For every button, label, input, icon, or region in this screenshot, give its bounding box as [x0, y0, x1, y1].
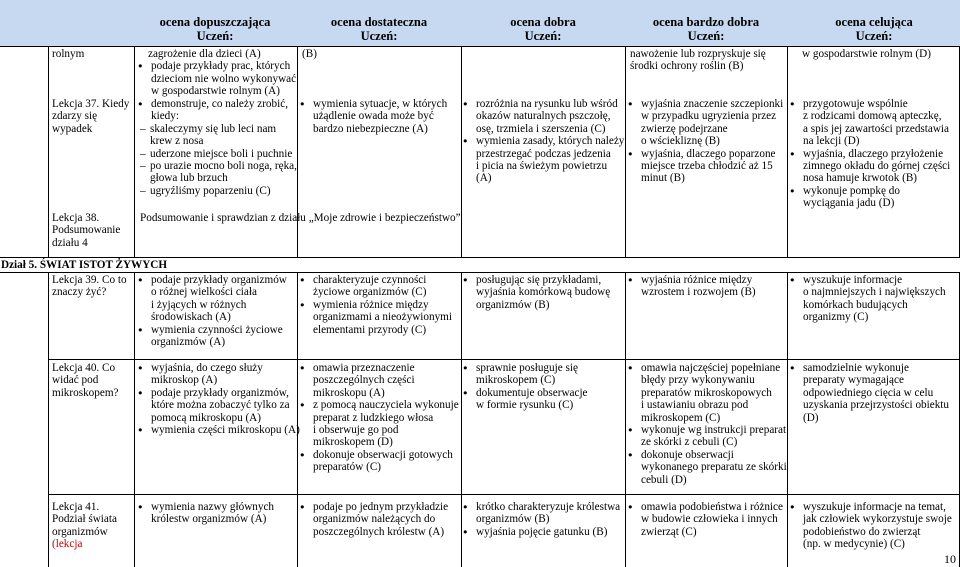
table-header	[0, 0, 960, 46]
lesson-39-label: Lekcja 39. Co to znaczy żyć?	[52, 274, 127, 299]
lesson-41-col-3: ● krótko charakteryzuje królestwa organizmów (B) ● wyjaśnia pojęcie gatunku (B)	[463, 501, 620, 538]
cell-text: w gospodarstwie rolnym (D)	[802, 48, 931, 60]
section-title: Dział 5. ŚWIAT ISTOT ŻYWYCH	[1, 259, 168, 271]
lesson-37-col-3: ● rozróżnia na rysunku lub wśród okazów naturalnych pszczołę, osę, trzmiela i szerszenia (C) ● wymienia zasady, których należy przestrzegać podczas jedzenia i picia na świeżym powietrzu (A)	[463, 98, 624, 185]
lesson-38-label: Lekcja 38. Podsumowanie działu 4	[52, 212, 121, 249]
divider	[48, 494, 960, 495]
header-col-4: ocena bardzo dobra Uczeń:	[652, 15, 760, 43]
lesson-37-col-1: ● demonstruje, co należy zrobić, kiedy: – skaleczymy się lub leci nam krew z nosa – uderzone miejsce boli i puchnie – po urazie mocno boli noga, ręka, głowa lub brzuch – ugryźliśmy poparzeniu (C)	[138, 98, 297, 197]
lesson-37-col-2: ● wymienia sytuacje, w których użądlenie owada może być bardzo niebezpieczne (A)	[300, 98, 447, 135]
divider	[625, 272, 626, 567]
divider	[461, 272, 462, 567]
divider	[134, 46, 135, 257]
lesson-41-col-5: ● wyszukuje informacje na temat, jak człowiek wykorzystuje swoje podobieństwo do zwierząt (np. w medycynie) (C)	[790, 501, 952, 551]
header-col-5: ocena celująca Uczeń:	[835, 15, 913, 43]
divider	[0, 257, 960, 258]
divider	[787, 46, 788, 257]
cell-text: (B)	[302, 48, 317, 60]
lesson-39-col-4: ● wyjaśnia różnice między wzrostem i rozwojem (B)	[628, 274, 756, 299]
divider	[461, 46, 462, 257]
lesson-39-col-3: ● posługując się przykładami, wyjaśnia komórkową budowę organizmów (B)	[463, 274, 610, 311]
lesson-37-col-5: ● przygotowuje wspólnie z rodzicami domową apteczkę, a spis jej zawartości przedstawia na lekcji (D) ● wyjaśnia, dlaczego przyłożenie zimnego okładu do górnej części nosa hamuje krwotok (B) ● wykonuje pompkę do wyciągania jadu (D)	[790, 98, 950, 210]
lesson-39-col-5: ● wyszukuje informacje o najmniejszych i największych komórkach budujących organizmy (C)	[790, 274, 946, 324]
lesson-39-col-2: ● charakteryzuje czynności życiowe organizmów (C) ● wymienia różnice między organizmami a nieożywionymi elementami przyrody (C)	[300, 274, 452, 336]
lesson-40-col-3: ● sprawnie posługuje się mikroskopem (C) ● dokumentuje obserwacje w formie rysunku (C)	[463, 362, 588, 412]
lesson-40-label: Lekcja 40. Co widać pod mikroskopem?	[52, 362, 119, 399]
divider	[297, 46, 298, 257]
lesson-37-col-4: ● wyjaśnia znaczenie szczepionki w przypadku ugryzienia przez zwierzę podejrzane o wściekliznę (B) ● wyjaśnia, dlaczego poparzone miejsce trzeba chłodzić aż 15 minut (B)	[628, 98, 783, 185]
divider	[0, 272, 960, 273]
header-col-2: ocena dostateczna Uczeń:	[330, 15, 428, 43]
lesson-40-col-1: ● wyjaśnia, do czego służy mikroskop (A) ● podaje przykłady organizmów, które można zobaczyć tylko za pomocą mikroskopu (A) ● wymienia części mikroskopu (A)	[138, 362, 300, 436]
lesson-41-label: Lekcja 41. Podział świata organizmów (lekcja	[52, 501, 117, 551]
row-label-continued: rolnym	[52, 48, 85, 60]
cell-text: zagrożenie dla dzieci (A) ● podaje przykłady prac, których dzieciom nie wolno wykonywać w gospodarstwie rolnym (A)	[138, 48, 296, 98]
divider	[0, 46, 960, 47]
divider	[48, 46, 49, 257]
lesson-41-col-4: ● omawia podobieństwa i różnice w budowie człowieka i innych zwierząt (C)	[628, 501, 783, 538]
divider	[134, 272, 135, 567]
divider	[48, 272, 49, 567]
lesson-38-summary: Podsumowanie i sprawdzian z działu „Moje zdrowie i bezpieczeństwo”	[140, 212, 461, 224]
lesson-37-label: Lekcja 37. Kiedy zdarzy się wypadek	[52, 98, 130, 135]
divider	[48, 359, 960, 360]
cell-text: nawożenie lub rozpryskuje się środki ochrony roślin (B)	[630, 48, 766, 73]
lesson-41-col-2: ● podaje po jednym przykładzie organizmów należących do poszczególnych królestw (A)	[300, 501, 448, 538]
divider	[625, 46, 626, 257]
lesson-40-col-2: ● omawia przeznaczenie poszczególnych części mikroskopu (A) ● z pomocą nauczyciela wykonuje preparat z ludzkiego włosa i obserwuje go pod mikroskopem (D) ● dokonuje obserwacji gotowych preparatów (C)	[300, 362, 459, 474]
lesson-41-col-1: ● wymienia nazwy głównych królestw organizmów (A)	[138, 501, 274, 526]
divider	[787, 272, 788, 567]
lesson-39-col-1: ● podaje przykłady organizmów o różnej wielkości ciała i żyjących w różnych środowiskach (A) ● wymienia czynności życiowe organizmów (A)	[138, 274, 287, 348]
lesson-40-col-4: ● omawia najczęściej popełniane błędy przy wykonywaniu preparatów mikroskopowych i ustawianiu obrazu pod mikroskopem (C) ● wykonuje wg instrukcji preparat ze skórki z cebuli (C) ● dokonuje obserwacji wykonanego preparatu ze skórki cebuli (D)	[628, 362, 787, 486]
header-col-1: ocena dopuszczająca Uczeń:	[159, 15, 271, 43]
lesson-40-col-5: ● samodzielnie wykonuje preparaty wymagające odpowiedniego cięcia w celu uzyskania przejrzystości obiektu (D)	[790, 362, 949, 424]
page-number: 10	[944, 552, 956, 566]
header-col-3: ocena dobra Uczeń:	[510, 15, 576, 43]
